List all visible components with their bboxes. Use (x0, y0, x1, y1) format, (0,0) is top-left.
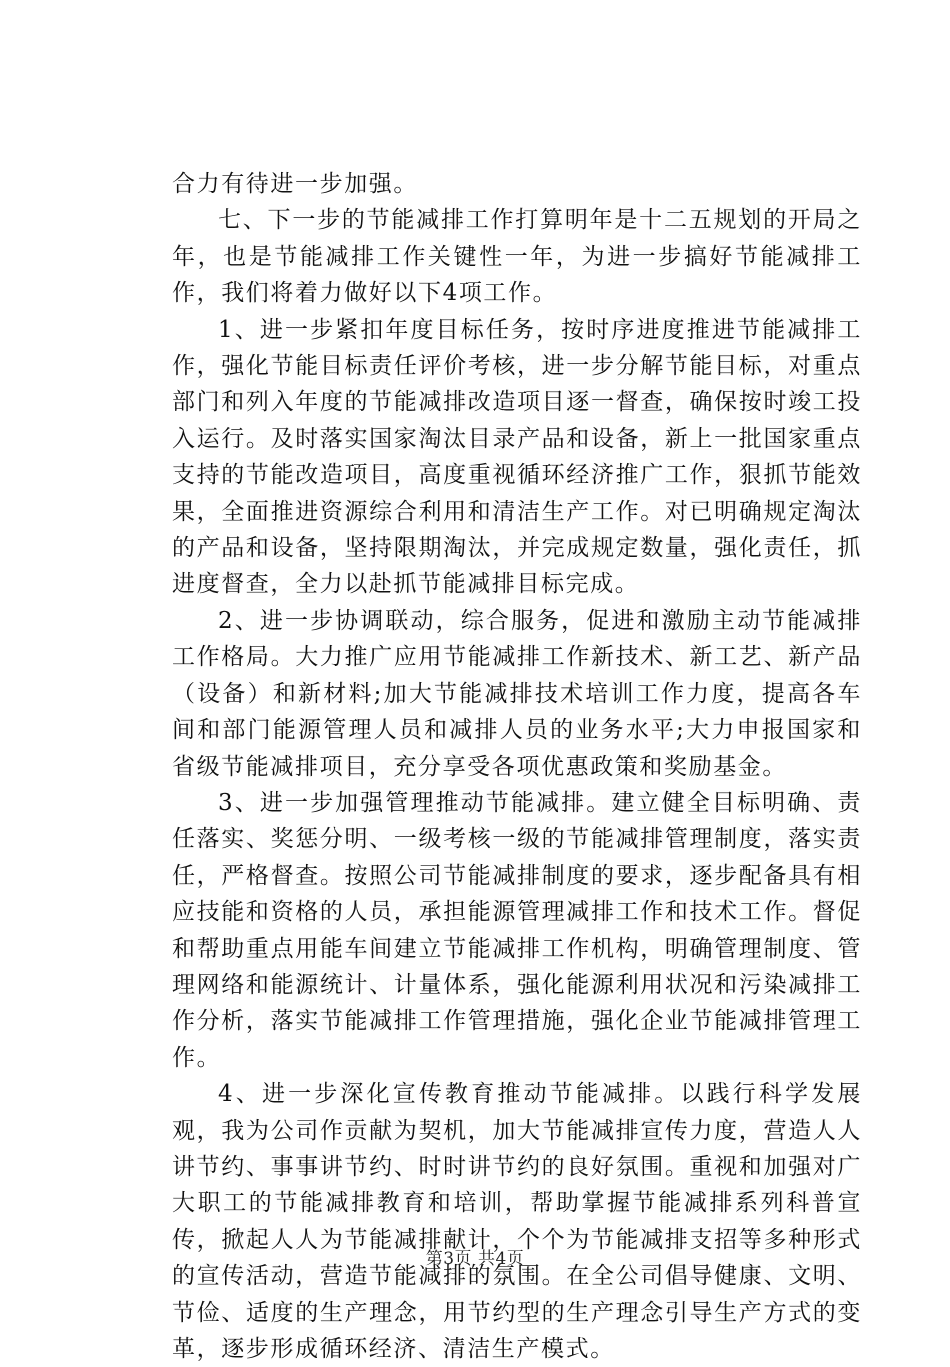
document-body (172, 166, 862, 1367)
paragraph-item-4: 4、进一步深化宣传教育推动节能减排。以践行科学发展观，我为公司作贡献为契机，加大节能减排宣传力度，营造人人讲节约、事事讲节约、时时讲节约的良好氛围。重视和加强对广大职工的节能减排教育和培训，帮助掌握节能减排系列科普宣传，掀起人人为节能减排献计，个个为节能减排支招等多种形式的宣传活动，营造节能减排的氛围。在全公司倡导健康、文明、节俭、适度的生产理念，用节约型的生产理念引导生产方式的变革，逐步形成循环经济、清洁生产模式。 (172, 1081, 862, 1362)
page-number-footer: 第3页 共4页 (425, 1249, 525, 1269)
paragraph-item-3: 3、进一步加强管理推动节能减排。建立健全目标明确、责任落实、奖惩分明、一级考核一级的节能减排管理制度，落实责任，严格督查。按照公司节能减排制度的要求，逐步配备具有相应技能和资格的人员，承担能源管理减排工作和技术工作。督促和帮助重点用能车间建立节能减排工作机构，明确管理制度、管理网络和能源统计、计量体系，强化能源利用状况和污染减排工作分析，落实节能减排工作管理措施，强化企业节能减排管理工作。 (172, 789, 862, 1071)
paragraph-section-seven: 七、下一步的节能减排工作打算明年是十二五规划的开局之年，也是节能减排工作关键性一年，为进一步搞好节能减排工作，我们将着力做好以下4项工作。 (172, 207, 862, 307)
paragraph-continuation: 合力有待进一步加强。 (172, 171, 418, 197)
paragraph-item-2: 2、进一步协调联动，综合服务，促进和激励主动节能减排工作格局。大力推广应用节能减排工作新技术、新工艺、新产品（设备）和新材料;加大节能减排技术培训工作力度，提高各车间和部门能源管理人员和减排人员的业务水平;大力申报国家和省级节能减排项目，充分享受各项优惠政策和奖励基金。 (172, 607, 862, 780)
paragraph-item-1: 1、进一步紧扣年度目标任务，按时序进度推进节能减排工作，强化节能目标责任评价考核，进一步分解节能目标，对重点部门和列入年度的节能减排改造项目逐一督查，确保按时竣工投入运行。及时落实国家淘汰目录产品和设备，新上一批国家重点支持的节能改造项目，高度重视循环经济推广工作，狠抓节能效果，全面推进资源综合利用和清洁生产工作。对已明确规定淘汰的产品和设备，坚持限期淘汰，并完成规定数量，强化责任，抓进度督查，全力以赴抓节能减排目标完成。 (172, 316, 862, 598)
